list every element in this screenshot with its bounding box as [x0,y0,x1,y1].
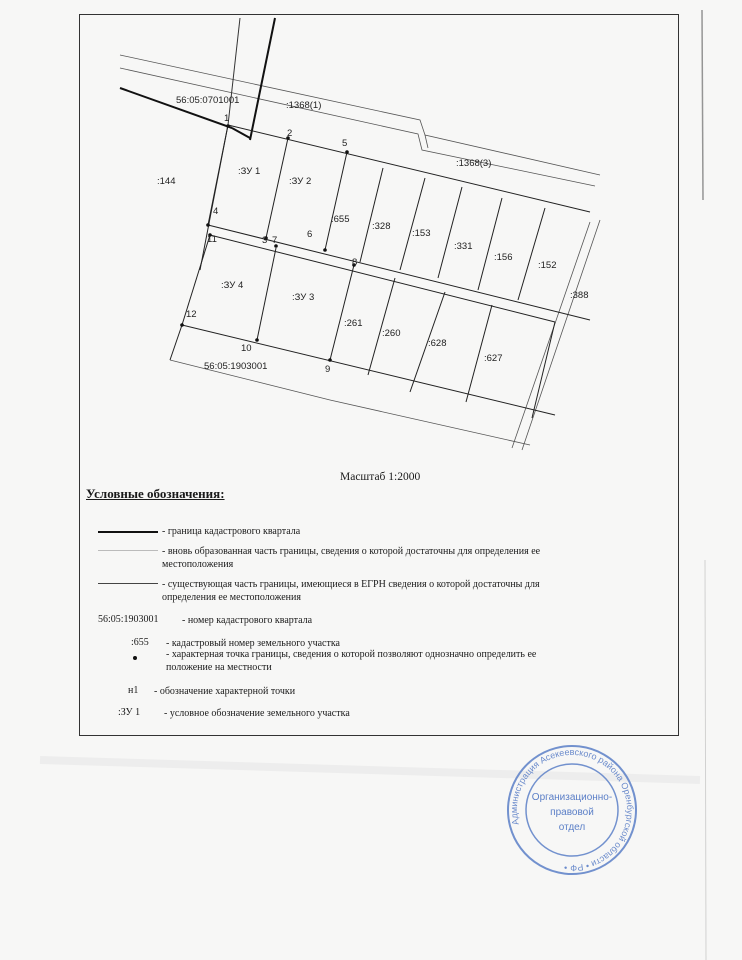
parcel-label-331: :331 [454,241,473,252]
point-label-9: 9 [325,364,331,375]
point-label-7: 7 [272,235,278,246]
point-label-10: 10 [241,343,252,354]
parcel-label-655: :655 [331,214,350,225]
legend-text-point-label: - обозначение характерной точки [154,686,296,697]
parcel-label-152: :152 [538,260,557,271]
quarter-label-bottom: 56:05:1903001 [204,361,268,372]
point-label-2: 2 [287,128,293,139]
parcel-label-628: :628 [428,338,447,349]
legend-text-quarter-number: - номер кадастрового квартала [182,615,313,626]
parcel-label-144: :144 [157,176,176,187]
stamp-ring-text: Администрация Асекеевского района Оренбургской области • РФ • [508,746,636,874]
legend-title: Условные обозначения: [86,486,225,501]
point-label-12: 12 [186,309,197,320]
legend-text-existing-boundary: - существующая часть границы, имеющиеся в ЕГРН сведения о которой достаточны для определения ее местоположения [162,579,540,603]
quarter-label-top: 56:05:0701001 [176,95,240,106]
parcel-label-627: :627 [484,353,503,364]
zu-label-3: :ЗУ 3 [292,292,315,303]
zu-label-1: :ЗУ 1 [238,166,261,177]
legend-key-zu: :ЗУ 1 [118,707,141,718]
point-label-11: 11 [207,234,217,245]
point-label-8: 8 [352,257,358,268]
legend-text-quarter-boundary: - граница кадастрового квартала [162,526,301,537]
parcel-label-328: :328 [372,221,391,232]
parcel-label-261: :261 [344,318,363,329]
point-label-4: 4 [213,206,219,217]
point-label-1: 1 [224,113,230,124]
point-label-5: 5 [342,138,348,149]
parcel-label-260: :260 [382,328,401,339]
point-label-3: 3 [262,235,268,246]
road-label-388: :388 [570,290,589,301]
legend-key-quarter-number: 56:05:1903001 [98,614,159,625]
parcel-label-153: :153 [412,228,431,239]
legend-key-point-label: н1 [128,685,139,696]
road-label-1368-3: :1368(3) [456,158,492,169]
point-label-6: 6 [307,229,313,240]
legend-key-parcel-number: :655 [131,637,149,648]
legend-text-new-boundary: - вновь образованная часть границы, сведения о которой достаточны для определения ее местоположения [162,546,541,570]
legend-text-parcel-number: - кадастровый номер земельного участка [166,638,340,649]
stamp-center-line-3: отдел [558,822,586,833]
parcel-label-156: :156 [494,252,513,263]
road-label-1368-1: :1368(1) [286,100,322,111]
stamp-center-line-1: Организационно- [531,792,613,803]
legend-text-zu: - условное обозначение земельного участка [164,708,350,719]
stamp-center-line-2: правовой [550,807,594,818]
map-scale: Масштаб 1:2000 [340,471,421,483]
legend-text-point: - характерная точка границы, сведения о которой позволяют однозначно определить ее положение на местности [166,649,537,673]
zu-label-2: :ЗУ 2 [289,176,312,187]
zu-label-4: :ЗУ 4 [221,280,244,291]
